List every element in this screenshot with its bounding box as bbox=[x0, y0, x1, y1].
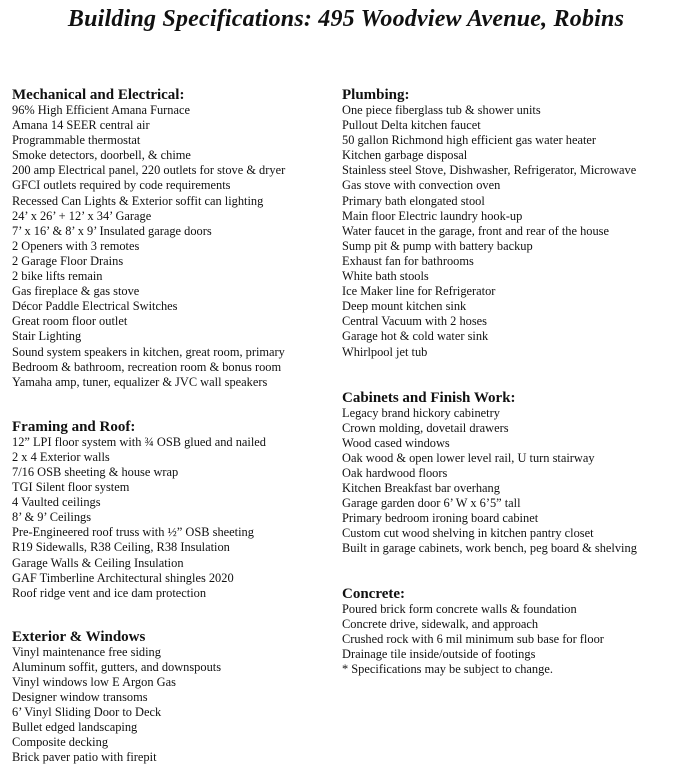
spec-item: Great room floor outlet bbox=[12, 314, 128, 329]
spec-item: 12” LPI floor system with ¾ OSB glued and nailed bbox=[12, 434, 266, 449]
spec-item: 7/16 OSB sheeting & house wrap bbox=[12, 464, 179, 479]
spec-item: Ice Maker line for Refrigerator bbox=[342, 284, 496, 299]
section-exterior-windows bbox=[12, 630, 342, 766]
right-column bbox=[342, 88, 690, 677]
spec-item: Stair Lighting bbox=[12, 329, 82, 344]
spec-item: GFCI outlets required by code requirements bbox=[12, 178, 231, 193]
spec-item: GAF Timberline Architectural shingles 2020 bbox=[12, 570, 234, 585]
spec-item: Crushed rock with 6 mil minimum sub base for floor bbox=[342, 631, 604, 646]
spec-item: Poured brick form concrete walls & foundation bbox=[342, 601, 577, 616]
spec-item: Custom cut wood shelving in kitchen pantry closet bbox=[342, 526, 594, 541]
spec-list bbox=[342, 103, 690, 360]
spec-item: R19 Sidewalls, R38 Ceiling, R38 Insulation bbox=[12, 540, 230, 555]
spec-item: Primary bedroom ironing board cabinet bbox=[342, 511, 539, 526]
spec-item: TGI Silent floor system bbox=[12, 480, 130, 495]
spec-item: * Specifications may be subject to change. bbox=[342, 661, 553, 676]
spec-item: Amana 14 SEER central air bbox=[12, 118, 150, 133]
spec-item: Pre-Engineered roof truss with ½” OSB sheeting bbox=[12, 525, 254, 540]
section-plumbing bbox=[342, 88, 690, 360]
section-framing-roof bbox=[12, 420, 342, 601]
spec-list bbox=[12, 645, 342, 766]
spec-item: Sump pit & pump with battery backup bbox=[342, 238, 533, 253]
spec-item: Décor Paddle Electrical Switches bbox=[12, 299, 178, 314]
section-heading: Mechanical and Electrical: bbox=[12, 87, 185, 103]
spec-item: One piece fiberglass tub & shower units bbox=[342, 103, 541, 117]
section-heading: Concrete: bbox=[342, 585, 406, 602]
spec-list bbox=[12, 435, 342, 601]
spec-item: Vinyl windows low E Argon Gas bbox=[12, 675, 176, 689]
spec-item: Garage hot & cold water sink bbox=[342, 329, 489, 344]
spec-item: Roof ridge vent and ice dam protection bbox=[12, 585, 207, 600]
spec-item: 200 amp Electrical panel, 220 outlets for stove & dryer bbox=[12, 163, 286, 178]
spec-item: Gas stove with convection oven bbox=[342, 178, 501, 193]
spec-item: Stainless steel Stove, Dishwasher, Refrigerator, Microwave bbox=[342, 163, 637, 178]
spec-item: White bath stools bbox=[342, 269, 429, 284]
spec-item: 6’ Vinyl Sliding Door to Deck bbox=[12, 705, 162, 720]
spec-item: Bedroom & bathroom, recreation room & bonus room bbox=[12, 359, 282, 374]
spec-item: 2 Garage Floor Drains bbox=[12, 253, 124, 268]
spec-item: 2 x 4 Exterior walls bbox=[12, 449, 110, 464]
section-cabinets-finish bbox=[342, 391, 690, 557]
spec-item: Main floor Electric laundry hook-up bbox=[342, 208, 523, 223]
spec-item: Programmable thermostat bbox=[12, 133, 141, 148]
spec-item: Kitchen garbage disposal bbox=[342, 148, 468, 163]
spec-item: 96% High Efficient Amana Furnace bbox=[12, 103, 191, 117]
spec-item: Water faucet in the garage, front and rear of the house bbox=[342, 223, 609, 238]
spec-item: 50 gallon Richmond high efficient gas water heater bbox=[342, 133, 597, 148]
spec-item: 8’ & 9’ Ceilings bbox=[12, 510, 92, 525]
spec-list bbox=[342, 406, 690, 557]
spec-item: Deep mount kitchen sink bbox=[342, 299, 467, 314]
section-heading: Plumbing: bbox=[342, 87, 410, 103]
spec-item: Composite decking bbox=[12, 735, 109, 750]
left-column bbox=[12, 88, 342, 766]
spec-item: Garage Walls & Ceiling Insulation bbox=[12, 555, 184, 570]
spec-item: Designer window transoms bbox=[12, 690, 148, 705]
spec-item: 2 bike lifts remain bbox=[12, 269, 103, 284]
spec-item: Crown molding, dovetail drawers bbox=[342, 420, 509, 435]
spec-item: 7’ x 16’ & 8’ x 9’ Insulated garage doors bbox=[12, 223, 212, 238]
document-title: Building Specifications: 495 Woodview Avenue, Robins bbox=[67, 6, 625, 32]
spec-item: Central Vacuum with 2 hoses bbox=[342, 314, 487, 329]
spec-item: 2 Openers with 3 remotes bbox=[12, 238, 140, 253]
spec-list bbox=[342, 602, 690, 677]
section-mechanical-electrical bbox=[12, 88, 342, 390]
spec-item: Smoke detectors, doorbell, & chime bbox=[12, 148, 191, 163]
spec-item: Aluminum soffit, gutters, and downspouts bbox=[12, 659, 222, 674]
spec-item: 4 Vaulted ceilings bbox=[12, 495, 101, 510]
spec-item: Yamaha amp, tuner, equalizer & JVC wall speakers bbox=[12, 374, 268, 389]
spec-item: Wood cased windows bbox=[342, 435, 450, 450]
spec-item: Legacy brand hickory cabinetry bbox=[342, 405, 500, 420]
spec-item: Gas fireplace & gas stove bbox=[12, 284, 140, 299]
spec-item: Pullout Delta kitchen faucet bbox=[342, 118, 481, 133]
spec-item: Sound system speakers in kitchen, great room, primary bbox=[12, 344, 285, 359]
section-concrete bbox=[342, 587, 690, 677]
spec-item: Concrete drive, sidewalk, and approach bbox=[342, 616, 539, 631]
spec-item: Built in garage cabinets, work bench, peg board & shelving bbox=[342, 541, 637, 556]
spec-item: Whirlpool jet tub bbox=[342, 344, 428, 359]
section-heading: Exterior & Windows bbox=[12, 628, 146, 645]
section-heading: Cabinets and Finish Work: bbox=[342, 389, 516, 406]
spec-list bbox=[12, 103, 342, 390]
spec-item: Kitchen Breakfast bar overhang bbox=[342, 481, 500, 496]
spec-item: Garage garden door 6’ W x 6’5” tall bbox=[342, 496, 521, 511]
spec-item: Primary bath elongated stool bbox=[342, 193, 485, 208]
spec-item: Bullet edged landscaping bbox=[12, 720, 138, 735]
spec-item: Vinyl maintenance free siding bbox=[12, 644, 161, 659]
spec-item: Oak wood & open lower level rail, U turn stairway bbox=[342, 450, 595, 465]
spec-item: Drainage tile inside/outside of footings bbox=[342, 646, 536, 661]
spec-item: Exhaust fan for bathrooms bbox=[342, 253, 474, 268]
spec-item: 24’ x 26’ + 12’ x 34’ Garage bbox=[12, 208, 152, 223]
spec-item: Recessed Can Lights & Exterior soffit can lighting bbox=[12, 193, 264, 208]
spec-item: Oak hardwood floors bbox=[342, 465, 448, 480]
spec-item: Brick paver patio with firepit bbox=[12, 750, 157, 765]
section-heading: Framing and Roof: bbox=[12, 418, 136, 435]
